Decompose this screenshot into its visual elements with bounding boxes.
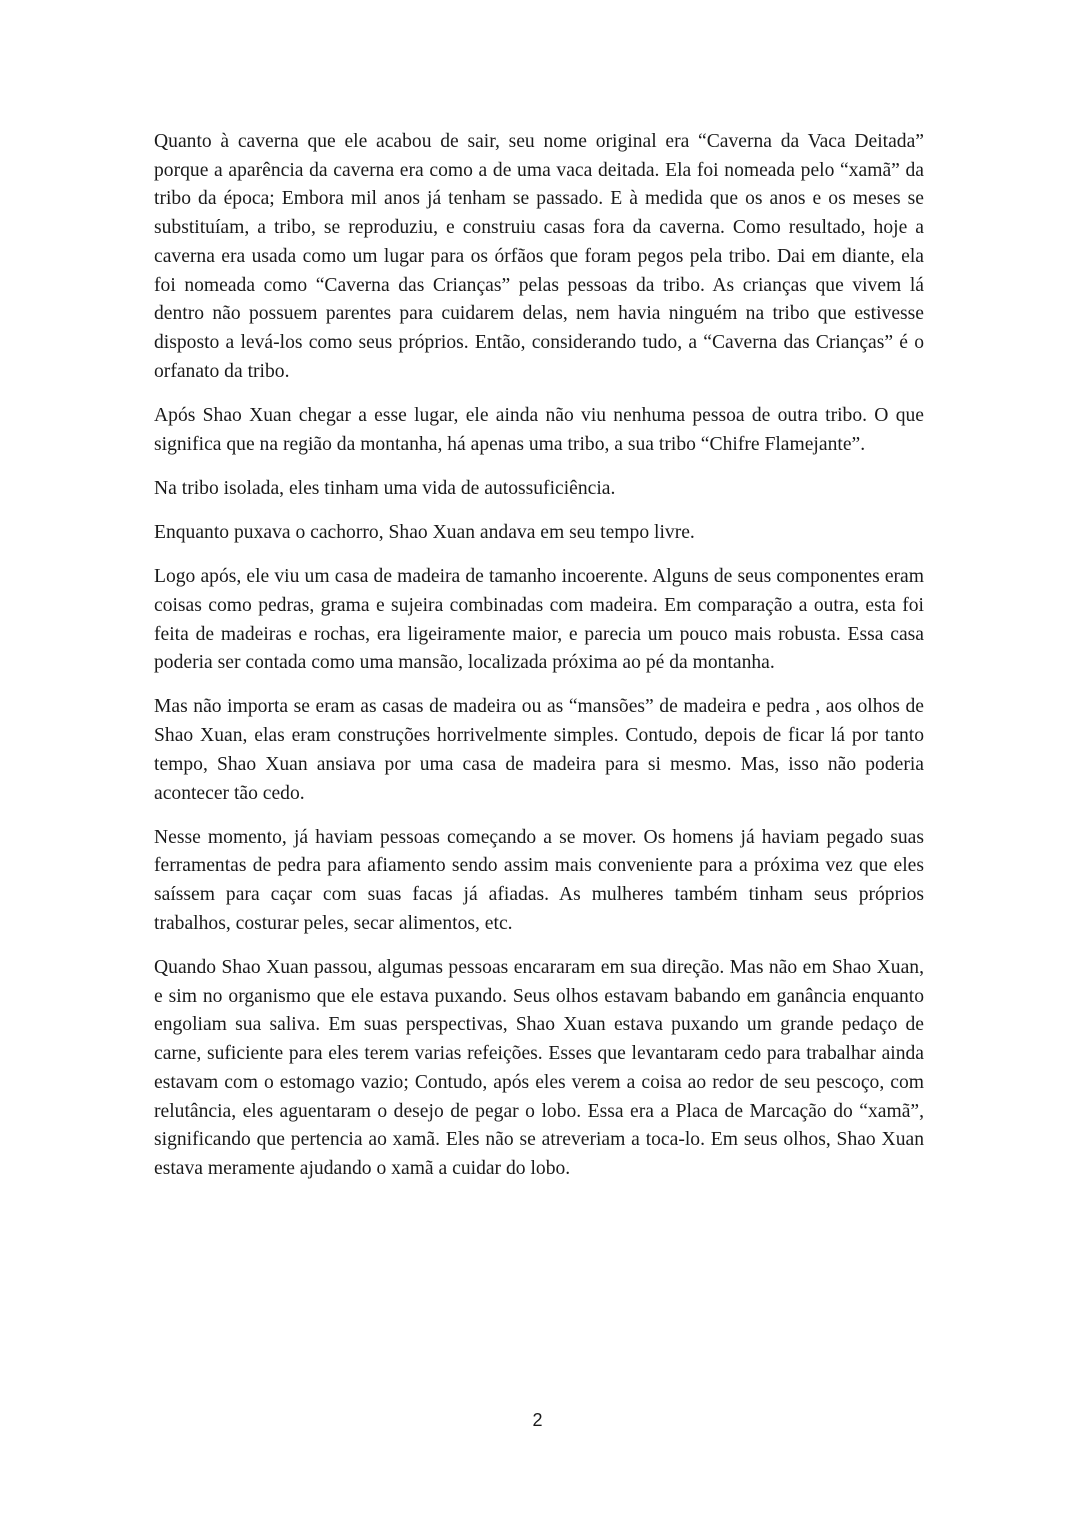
paragraph-6: Mas não importa se eram as casas de madeira ou as “mansões” de madeira e pedra , aos olhos de Shao Xuan, elas eram construções horrivelmente simples. Contudo, depois de ficar lá por tanto tempo, Shao Xuan ansiava por uma casa de madeira para si mesmo. Mas, isso não poderia acontecer tão cedo. bbox=[154, 696, 924, 804]
page-number: 2 bbox=[532, 1410, 543, 1430]
paragraph-4: Enquanto puxava o cachorro, Shao Xuan andava em seu tempo livre. bbox=[154, 521, 695, 543]
page-body bbox=[154, 128, 924, 1199]
paragraph-1: Quanto à caverna que ele acabou de sair, seu nome original era “Caverna da Vaca Deitada” porque a aparência da caverna era como a de uma vaca deitada. Ela foi nomeada pelo “xamã” da tribo da época; Embora mil anos já tenham se passado. E à medida que os anos e os meses se substituíam, a tribo, se reproduziu, e construiu casas fora da caverna. Como resultado, hoje a caverna era usada como um lugar para os órfãos que foram pegos pela tribo. Dai em diante, ela foi nomeada como “Caverna das Crianças” pelas pessoas da tribo. As crianças que vivem lá dentro não possuem parentes para cuidarem delas, nem havia ninguém na tribo que estivesse disposto a levá-los como seus próprios. Então, considerando tudo, a “Caverna das Crianças” é o orfanato da tribo. bbox=[154, 131, 924, 382]
paragraph-7: Nesse momento, já haviam pessoas começando a se mover. Os homens já haviam pegado suas ferramentas de pedra para afiamento sendo assim mais conveniente para a próxima vez que eles saíssem para caçar com suas facas já afiadas. As mulheres também tinham seus próprios trabalhos, costurar peles, secar alimentos, etc. bbox=[154, 826, 924, 934]
paragraph-3: Na tribo isolada, eles tinham uma vida de autossuficiência. bbox=[154, 477, 616, 499]
paragraph-5: Logo após, ele viu um casa de madeira de tamanho incoerente. Alguns de seus componentes eram coisas como pedras, grama e sujeira combinadas com madeira. Em comparação a outra, esta foi feita de madeiras e rochas, era ligeiramente maior, e parecia um pouco mais robusta. Essa casa poderia ser contada como uma mansão, localizada próxima ao pé da montanha. bbox=[154, 566, 924, 674]
paragraph-2: Após Shao Xuan chegar a esse lugar, ele ainda não viu nenhuma pessoa de outra tribo. O que significa que na região da montanha, há apenas uma tribo, a sua tribo “Chifre Flamejante”. bbox=[154, 404, 924, 455]
paragraph-8: Quando Shao Xuan passou, algumas pessoas encararam em sua direção. Mas não em Shao Xuan, e sim no organismo que ele estava puxando. Seus olhos estavam babando em ganância enquanto engoliam sua saliva. Em suas perspectivas, Shao Xuan estava puxando um grande pedaço de carne, suficiente para eles terem varias refeições. Esses que levantaram cedo para trabalhar ainda estavam com o estomago vazio; Contudo, após eles verem a coisa ao redor de seu pescoço, com relutância, eles aguentaram o desejo de pegar o lobo. Essa era a Placa de Marcação do “xamã”, significando que pertencia ao xamã. Eles não se atreveriam a toca-lo. Em seus olhos, Shao Xuan estava meramente ajudando o xamã a cuidar do lobo. bbox=[154, 957, 924, 1179]
